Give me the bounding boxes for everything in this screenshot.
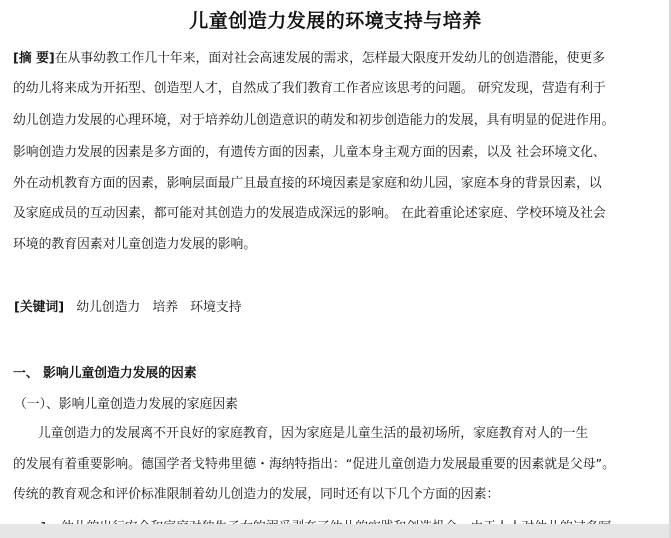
abstract-line-5: 外在动机教育方面的因素，影响层面最广且最直接的环境因素是家庭和幼儿园，家庭本身的背景因素，以 bbox=[13, 176, 602, 191]
document-title: 儿童创造力发展的环境支持与培养 bbox=[189, 10, 482, 32]
page-bottom-edge bbox=[0, 524, 671, 538]
section-heading: 一、 影响儿童创造力发展的因素 bbox=[13, 366, 197, 381]
abstract-line-2: 的幼儿将来成为开拓型、创造型人才，自然成了我们教育工作者应该思考的问题。 研究发现，营造有利于 bbox=[13, 81, 606, 96]
abstract-line-4: 影响创造力发展的因素是多方面的，有遗传方面的因素，儿童本身主观方面的因素，以及 社会环境文化、 bbox=[13, 145, 606, 160]
abstract-text-1: 在从事幼教工作几十年来，面对社会高速发展的需求，怎样最大限度开发幼儿的创造潜能，使更多 bbox=[54, 51, 606, 66]
abstract-line-1 bbox=[13, 50, 663, 68]
keywords-label: [关键词] bbox=[14, 300, 65, 315]
abstract-line-3: 幼儿创造力发展的心理环境，对于培养幼儿创造意识的萌发和初步创造能力的发展，具有明显的促进作用。 bbox=[13, 113, 615, 128]
abstract-line-7: 环境的教育因素对儿童创造力发展的影响。 bbox=[13, 237, 257, 252]
abstract-line-6: 及家庭成员的互动因素，都可能对其创造力的发展造成深远的影响。 在此着重论述家庭、学校环境及社会 bbox=[13, 206, 606, 221]
body-line-2: 的发展有着重要影响。德国学者戈特弗里德・海纳特指出：“促进儿童创造力发展最重要的因素就是父母”。 bbox=[13, 457, 615, 472]
abstract-label: [摘 要] bbox=[13, 51, 55, 66]
body-line-3: 传统的教育观念和评价标准限制着幼儿创造力的发展，同时还有以下几个方面的因素： bbox=[13, 487, 500, 502]
body-line-1: 儿童创造力的发展离不开良好的家庭教育，因为家庭是儿童生活的最初场所，家庭教育对人的一生 bbox=[38, 426, 589, 441]
keywords-text: 幼儿创造力 培养 环境支持 bbox=[76, 300, 242, 315]
subsection-heading: （一）、影响儿童创造力发展的家庭因素 bbox=[14, 397, 238, 412]
keywords-line bbox=[14, 299, 664, 317]
